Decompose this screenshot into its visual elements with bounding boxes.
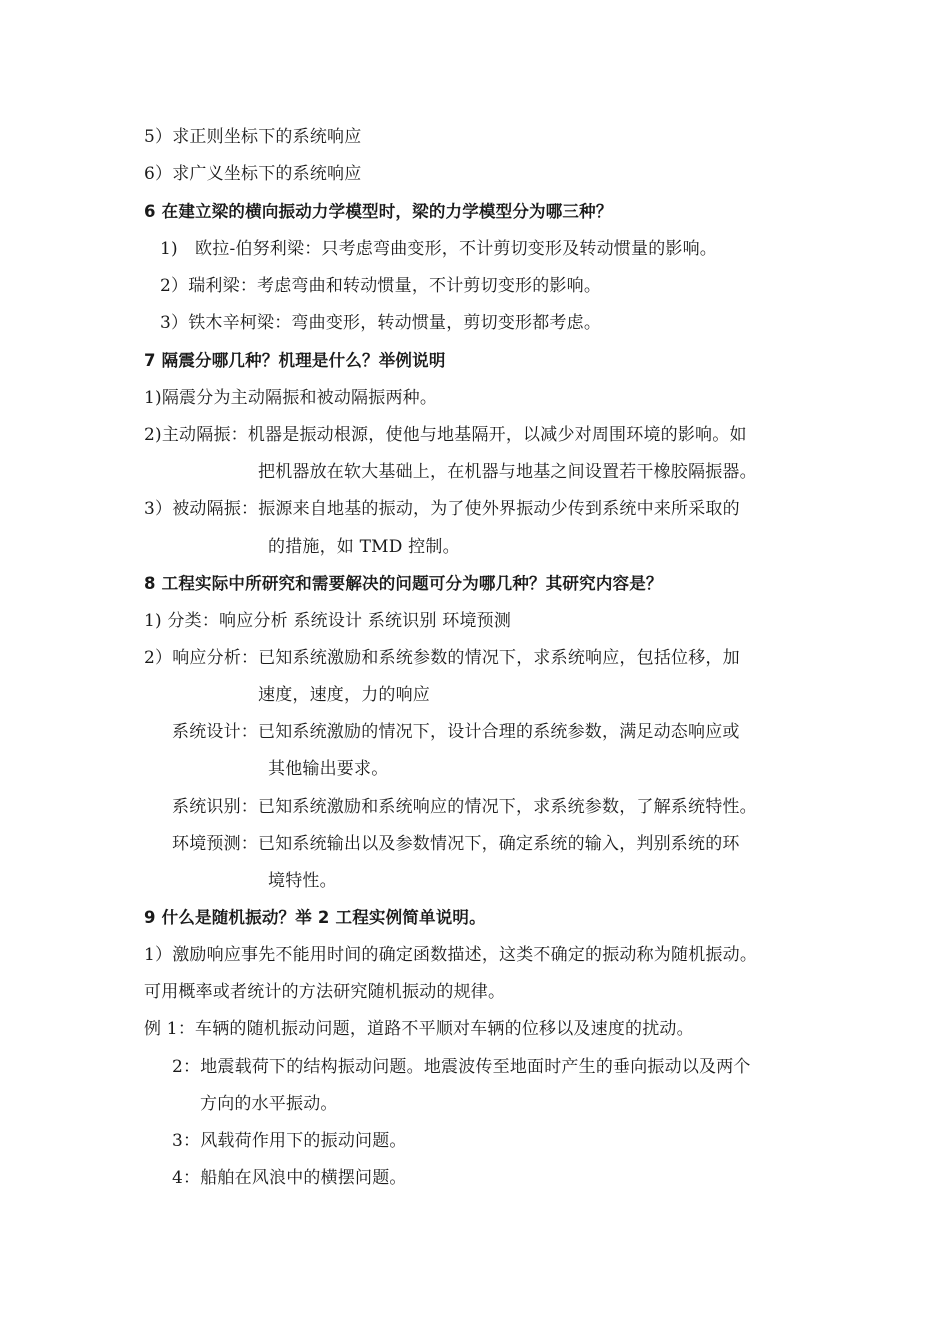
answer-line: 1) 欧拉-伯努利梁：只考虑弯曲变形，不计剪切变形及转动惯量的影响。 <box>160 239 717 259</box>
question-heading: 9 什么是随机振动？举 2 工程实例简单说明。 <box>144 908 486 927</box>
answer-line: 2）瑞利梁：考虑弯曲和转动惯量，不计剪切变形的影响。 <box>160 276 602 296</box>
answer-line: 4：船舶在风浪中的横摆问题。 <box>172 1168 407 1188</box>
answer-line: 3：风载荷作用下的振动问题。 <box>172 1131 407 1151</box>
question-heading: 6 在建立梁的横向振动力学模型时，梁的力学模型分为哪三种？ <box>144 202 613 221</box>
answer-line: 1) 分类：响应分析 系统设计 系统识别 环境预测 <box>144 611 512 631</box>
answer-continuation: 把机器放在软大基础上，在机器与地基之间设置若干橡胶隔振器。 <box>258 462 757 482</box>
answer-line: 5）求正则坐标下的系统响应 <box>144 127 362 147</box>
question-heading: 7 隔震分哪几种？机理是什么？举例说明 <box>144 351 446 370</box>
answer-line: 3）被动隔振：振源来自地基的振动，为了使外界振动少传到系统中来所采取的 <box>144 499 740 519</box>
answer-line: 1)隔震分为主动隔振和被动隔振两种。 <box>144 388 438 408</box>
answer-line: 3）铁木辛柯梁：弯曲变形，转动惯量，剪切变形都考虑。 <box>160 313 602 333</box>
answer-continuation: 方向的水平振动。 <box>200 1094 338 1114</box>
answer-continuation: 速度，速度，力的响应 <box>258 685 430 705</box>
answer-line: 系统识别：已知系统激励和系统响应的情况下，求系统参数，了解系统特性。 <box>172 797 757 817</box>
answer-line: 系统设计：已知系统激励的情况下，设计合理的系统参数，满足动态响应或 <box>172 722 740 742</box>
answer-line: 例 1：车辆的随机振动问题，道路不平顺对车辆的位移以及速度的扰动。 <box>144 1019 694 1039</box>
answer-line: 2）响应分析：已知系统激励和系统参数的情况下，求系统响应，包括位移，加 <box>144 648 740 668</box>
answer-continuation: 其他输出要求。 <box>268 759 389 779</box>
answer-line: 6）求广义坐标下的系统响应 <box>144 164 362 184</box>
answer-line: 2：地震载荷下的结构振动问题。地震波传至地面时产生的垂向振动以及两个 <box>172 1057 751 1077</box>
answer-continuation: 境特性。 <box>268 871 337 891</box>
question-heading: 8 工程实际中所研究和需要解决的问题可分为哪几种？其研究内容是？ <box>144 574 663 593</box>
answer-line: 环境预测：已知系统输出以及参数情况下，确定系统的输入，判别系统的环 <box>172 834 740 854</box>
answer-line: 1）激励响应事先不能用时间的确定函数描述，这类不确定的振动称为随机振动。 <box>144 945 758 965</box>
answer-continuation: 的措施，如 TMD 控制。 <box>268 537 460 557</box>
answer-line: 2)主动隔振：机器是振动根源，使他与地基隔开，以减少对周围环境的影响。如 <box>144 425 747 445</box>
answer-line: 可用概率或者统计的方法研究随机振动的规律。 <box>144 982 506 1002</box>
